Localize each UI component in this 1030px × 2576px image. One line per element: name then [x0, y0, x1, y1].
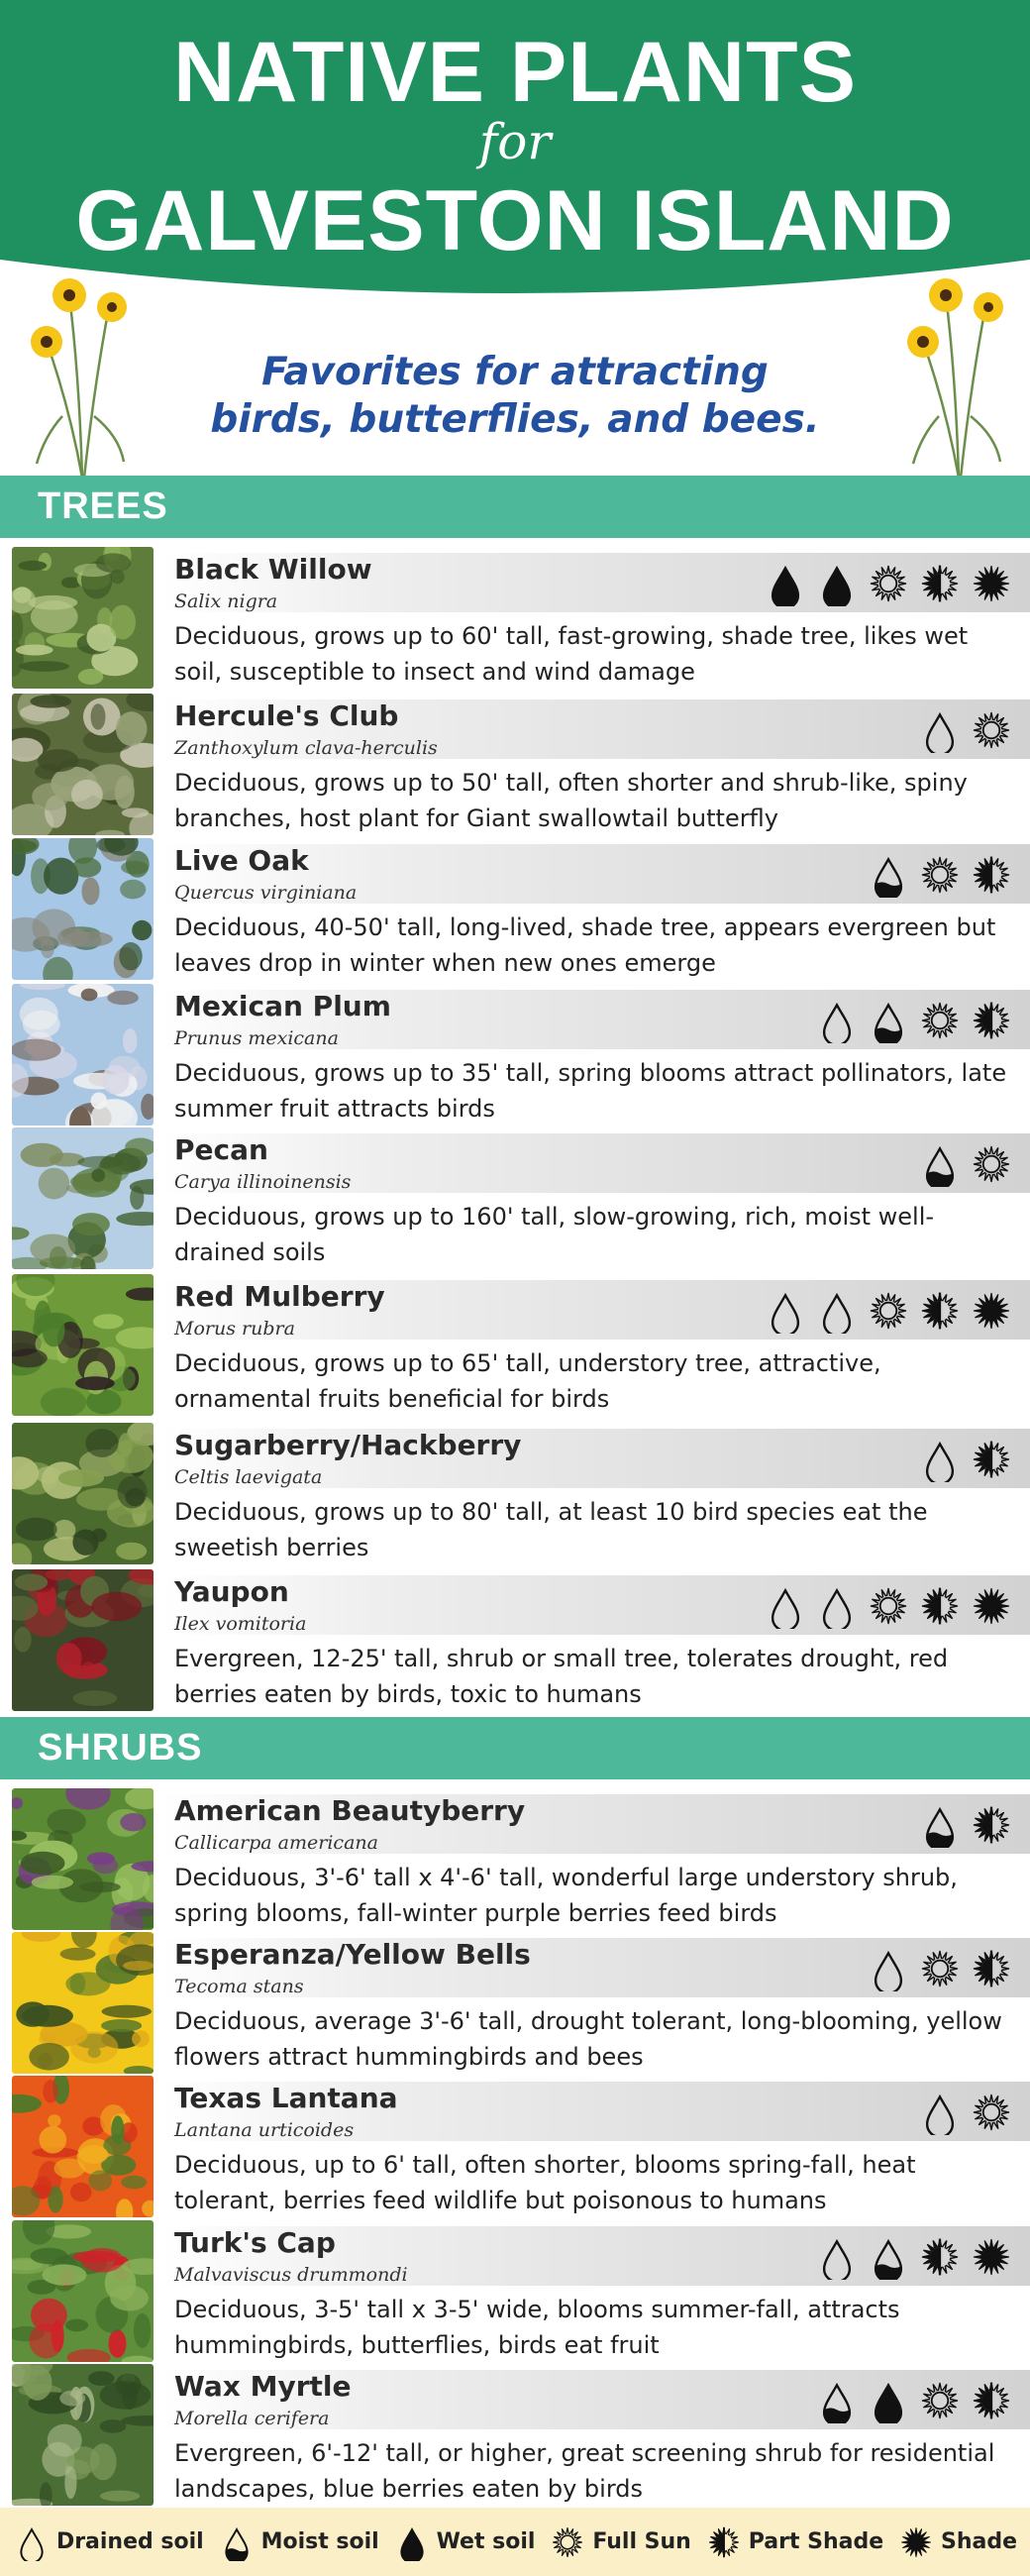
plant-entry — [0, 838, 1030, 980]
part-shade-icon — [917, 1583, 963, 1629]
shade-icon — [969, 561, 1014, 606]
part-shade-icon — [969, 1437, 1014, 1482]
plant-common-name: Live Oak — [174, 844, 309, 877]
plant-photo — [12, 2364, 154, 2506]
legend-item-part-shade — [705, 2523, 883, 2561]
plant-photo — [12, 547, 154, 689]
title-line1: NATIVE PLANTS — [173, 25, 857, 120]
plant-scientific-name: Zanthoxylum clava-herculis — [174, 737, 438, 759]
plant-common-name: Sugarberry/Hackberry — [174, 1429, 522, 1461]
plant-description: Deciduous, 3'-6' tall x 4'-6' tall, wonderful large understory shrub, spring blooms, fall-winter purple berries feed birds — [174, 1864, 958, 1927]
shade-icon — [969, 1288, 1014, 1334]
drained-soil-icon — [814, 1288, 860, 1334]
plant-scientific-name: Lantana urticoides — [174, 2119, 355, 2141]
full-sun-icon — [969, 2090, 1014, 2135]
growing-condition-icons — [814, 995, 1014, 1046]
legend-label: Shade — [941, 2529, 1018, 2554]
plant-photo — [12, 984, 154, 1126]
growing-condition-icons — [763, 1285, 1014, 1337]
plant-scientific-name: Tecoma stans — [174, 1976, 304, 1997]
shade-icon — [969, 2234, 1014, 2280]
plant-photo-image — [12, 984, 154, 1126]
plant-common-name: Wax Myrtle — [174, 2370, 352, 2403]
plant-photo — [12, 694, 154, 835]
growing-condition-icons — [917, 1434, 1014, 1485]
plant-photo — [12, 838, 154, 980]
plant-scientific-name: Prunus mexicana — [174, 1027, 339, 1049]
plant-scientific-name: Callicarpa americana — [174, 1832, 378, 1854]
drained-soil-icon — [814, 1583, 860, 1629]
growing-condition-icons — [866, 1943, 1014, 1994]
title-line2: for — [478, 113, 552, 170]
legend-item-drained-soil — [13, 2523, 204, 2561]
growing-condition-icons — [763, 1580, 1014, 1632]
plant-description: Deciduous, grows up to 50' tall, often shorter and shrub-like, spiny branches, host plant for Giant swallowtail butterfly — [174, 769, 968, 832]
full-sun-icon — [917, 1946, 963, 1991]
full-sun-icon — [917, 998, 963, 1043]
header — [0, 0, 1030, 297]
plant-description: Deciduous, grows up to 60' tall, fast-growing, shade tree, likes wet soil, susceptible to insect and wind damage — [174, 622, 969, 686]
plant-entry — [0, 2076, 1030, 2217]
growing-condition-icons — [763, 558, 1014, 609]
legend-label: Wet soil — [436, 2529, 536, 2554]
plant-photo — [12, 1788, 154, 1930]
drained-soil-icon — [917, 2090, 963, 2135]
plant-scientific-name: Ilex vomitoria — [174, 1613, 307, 1635]
coreopsis-flower-illustration-right — [901, 268, 1020, 481]
section-title: TREES — [38, 485, 168, 527]
plant-photo-image — [12, 1788, 154, 1930]
full-sun-icon — [866, 561, 911, 606]
moist-soil-icon — [866, 2234, 911, 2280]
section-header-shrubs — [0, 1717, 1030, 1779]
plant-photo — [12, 1932, 154, 2074]
plant-description: Deciduous, average 3'-6' tall, drought tolerant, long-blooming, yellow flowers attract hummingbirds and bees — [174, 2007, 1002, 2071]
plant-entry — [0, 1932, 1030, 2074]
plant-photo-image — [12, 1932, 154, 2074]
plant-description: Deciduous, grows up to 160' tall, slow-growing, rich, moist well-drained soils — [174, 1203, 935, 1266]
growing-condition-icons — [917, 1799, 1014, 1851]
plant-entry — [0, 694, 1030, 835]
plant-photo-image — [12, 838, 154, 980]
plant-common-name: Esperanza/Yellow Bells — [174, 1938, 531, 1971]
section-header-trees — [0, 476, 1030, 538]
full-sun-icon — [917, 852, 963, 898]
plant-photo — [12, 1274, 154, 1416]
plant-common-name: Texas Lantana — [174, 2082, 398, 2114]
legend-item-full-sun — [549, 2523, 691, 2561]
part-shade-icon — [705, 2523, 743, 2561]
part-shade-icon — [969, 1946, 1014, 1991]
legend-item-wet-soil — [393, 2523, 536, 2561]
part-shade-icon — [917, 2234, 963, 2280]
full-sun-icon — [549, 2523, 586, 2561]
plant-scientific-name: Quercus virginiana — [174, 882, 358, 904]
plant-common-name: Black Willow — [174, 553, 372, 586]
full-sun-icon — [866, 1288, 911, 1334]
plant-photo-image — [12, 2220, 154, 2362]
subtitle — [149, 349, 881, 444]
plant-photo — [12, 1423, 154, 1564]
plant-description: Evergreen, 12-25' tall, shrub or small tree, tolerates drought, red berries eaten by birds, toxic to humans — [174, 1645, 949, 1708]
drained-soil-icon — [814, 2234, 860, 2280]
plant-description: Deciduous, up to 6' tall, often shorter, blooms spring-fall, heat tolerant, berries feed wildlife but poisonous to humans — [174, 2151, 916, 2214]
full-sun-icon — [866, 1583, 911, 1629]
plant-photo-image — [12, 1423, 154, 1564]
part-shade-icon — [917, 1288, 963, 1334]
plant-scientific-name: Salix nigra — [174, 590, 278, 612]
plant-description: Deciduous, 3-5' tall x 3-5' wide, blooms summer-fall, attracts hummingbirds, butterflies, birds eat fruit — [174, 2296, 900, 2359]
growing-condition-icons — [814, 2375, 1014, 2426]
legend — [0, 2508, 1030, 2576]
legend-label: Moist soil — [260, 2529, 379, 2554]
subtitle-line1: Favorites for attracting — [261, 350, 769, 394]
plant-entry — [0, 984, 1030, 1126]
moist-soil-icon — [814, 2378, 860, 2423]
plant-common-name: Hercule's Club — [174, 699, 399, 732]
growing-condition-icons — [917, 2087, 1014, 2138]
growing-condition-icons — [917, 1138, 1014, 1190]
drained-soil-icon — [13, 2523, 51, 2561]
wet-soil-icon — [866, 2378, 911, 2423]
plant-photo-image — [12, 2076, 154, 2217]
title-line3: GALVESTON ISLAND — [75, 173, 955, 268]
plant-entry — [0, 1423, 1030, 1564]
plant-photo-image — [12, 1127, 154, 1269]
plant-scientific-name: Malvaviscus drummondi — [174, 2264, 408, 2286]
drained-soil-icon — [814, 998, 860, 1043]
legend-label: Part Shade — [748, 2529, 884, 2554]
section-title: SHRUBS — [38, 1727, 203, 1769]
plant-common-name: Mexican Plum — [174, 990, 391, 1022]
part-shade-icon — [917, 561, 963, 606]
plant-description: Deciduous, grows up to 35' tall, spring blooms attract pollinators, late summer fruit attracts birds — [174, 1059, 1007, 1123]
drained-soil-icon — [866, 1946, 911, 1991]
drained-soil-icon — [763, 1288, 808, 1334]
shade-icon — [897, 2523, 935, 2561]
legend-label: Drained soil — [55, 2529, 204, 2554]
drained-soil-icon — [917, 707, 963, 753]
plant-scientific-name: Celtis laevigata — [174, 1466, 323, 1488]
moist-soil-icon — [917, 1141, 963, 1187]
plant-common-name: American Beautyberry — [174, 1794, 526, 1827]
plant-common-name: Yaupon — [174, 1575, 289, 1608]
growing-condition-icons — [814, 2231, 1014, 2283]
plant-photo-image — [12, 1274, 154, 1416]
moist-soil-icon — [866, 852, 911, 898]
subtitle-line2: birds, butterflies, and bees. — [210, 397, 820, 442]
growing-condition-icons — [866, 849, 1014, 901]
plant-entry — [0, 1788, 1030, 1930]
plant-photo-image — [12, 694, 154, 835]
plant-description: Deciduous, 40-50' tall, long-lived, shade tree, appears evergreen but leaves drop in winter when new ones emerge — [174, 913, 996, 977]
growing-condition-icons — [917, 704, 1014, 756]
plant-description: Deciduous, grows up to 65' tall, understory tree, attractive, ornamental fruits beneficial for birds — [174, 1349, 881, 1413]
plant-photo — [12, 1127, 154, 1269]
plant-scientific-name: Morella cerifera — [174, 2408, 330, 2429]
legend-label: Full Sun — [592, 2529, 691, 2554]
full-sun-icon — [917, 2378, 963, 2423]
plant-common-name: Red Mulberry — [174, 1280, 385, 1313]
plant-entry — [0, 1274, 1030, 1416]
plant-photo-image — [12, 1569, 154, 1711]
part-shade-icon — [969, 998, 1014, 1043]
part-shade-icon — [969, 852, 1014, 898]
plant-photo-image — [12, 547, 154, 689]
full-sun-icon — [969, 707, 1014, 753]
moist-soil-icon — [917, 1802, 963, 1848]
drained-soil-icon — [763, 1583, 808, 1629]
wet-soil-icon — [393, 2523, 431, 2561]
legend-item-shade — [897, 2523, 1017, 2561]
drained-soil-icon — [917, 1437, 963, 1482]
legend-item-moist-soil — [218, 2523, 379, 2561]
plant-entry — [0, 2220, 1030, 2362]
plant-scientific-name: Carya illinoinensis — [174, 1171, 352, 1193]
plant-photo-image — [12, 2364, 154, 2506]
moist-soil-icon — [866, 998, 911, 1043]
coreopsis-flower-illustration-left — [25, 268, 144, 481]
part-shade-icon — [969, 1802, 1014, 1848]
plant-photo — [12, 2076, 154, 2217]
shade-icon — [969, 1583, 1014, 1629]
plant-photo — [12, 1569, 154, 1711]
wet-soil-icon — [814, 561, 860, 606]
plant-entry — [0, 1127, 1030, 1269]
wet-soil-icon — [763, 561, 808, 606]
part-shade-icon — [969, 2378, 1014, 2423]
plant-entry — [0, 547, 1030, 689]
plant-common-name: Pecan — [174, 1133, 268, 1166]
plant-common-name: Turk's Cap — [174, 2226, 336, 2259]
plant-photo — [12, 2220, 154, 2362]
plant-description: Evergreen, 6'-12' tall, or higher, great screening shrub for residential landscapes, blue berries eaten by birds — [174, 2439, 995, 2503]
plant-entry — [0, 2364, 1030, 2506]
plant-description: Deciduous, grows up to 80' tall, at least 10 bird species eat the sweetish berries — [174, 1498, 928, 1561]
plant-entry — [0, 1569, 1030, 1711]
full-sun-icon — [969, 1141, 1014, 1187]
moist-soil-icon — [218, 2523, 256, 2561]
plant-scientific-name: Morus rubra — [174, 1318, 295, 1340]
